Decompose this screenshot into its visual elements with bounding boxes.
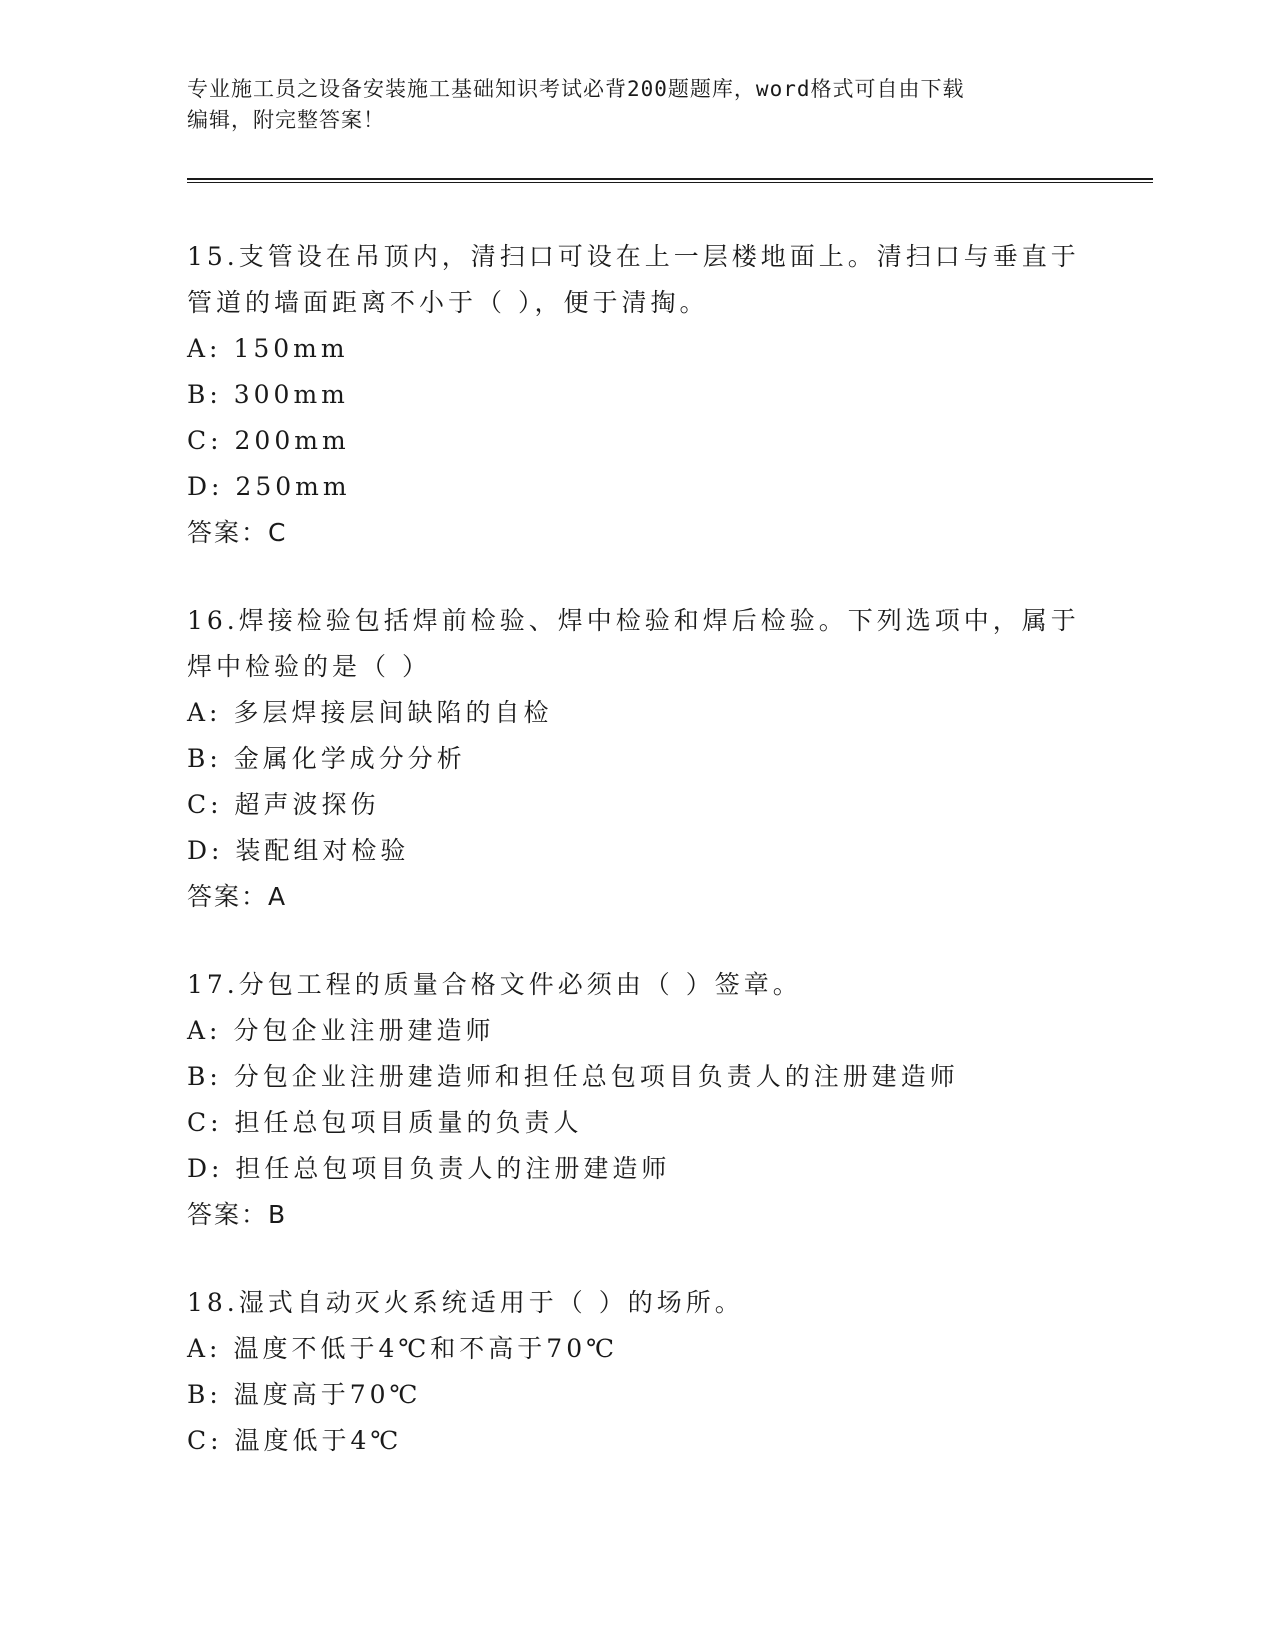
- option-value: 分包企业注册建造师: [233, 1016, 495, 1045]
- option-a: [187, 1326, 1087, 1372]
- option-value: 300mm: [233, 380, 349, 409]
- option-key: D:: [187, 1154, 224, 1183]
- header-divider-thin: [187, 182, 1153, 183]
- option-b: [187, 1372, 1087, 1418]
- question-text: [187, 598, 1087, 690]
- question-text-line: 18.湿式自动灭火系统适用于（ ）的场所。: [187, 1288, 744, 1317]
- option-value: 温度高于70℃: [233, 1380, 422, 1409]
- option-value: 多层焊接层间缺陷的自检: [233, 698, 553, 727]
- option-key: B:: [187, 744, 222, 773]
- option-c: [187, 418, 1087, 464]
- option-a: [187, 326, 1087, 372]
- header-line-1: 专业施工员之设备安装施工基础知识考试必背200题题库，word格式可自由下载: [187, 77, 965, 101]
- option-c: [187, 1418, 1087, 1464]
- option-b: [187, 1054, 1087, 1100]
- option-key: A:: [187, 1334, 222, 1363]
- answer-line: 答案：B: [187, 1200, 288, 1229]
- header-divider-thick: [187, 178, 1153, 180]
- option-value: 150mm: [233, 334, 349, 363]
- question-list: [187, 234, 1087, 1506]
- answer-line: 答案：A: [187, 882, 288, 911]
- option-value: 担任总包项目质量的负责人: [234, 1108, 583, 1137]
- option-key: B:: [187, 1062, 222, 1091]
- option-c: [187, 782, 1087, 828]
- option-key: B:: [187, 1380, 222, 1409]
- option-d: [187, 828, 1087, 874]
- question-text-line: 16.焊接检验包括焊前检验、焊中检验和焊后检验。下列选项中，属于: [187, 606, 1080, 635]
- option-value: 担任总包项目负责人的注册建造师: [235, 1154, 671, 1183]
- option-key: A:: [187, 1016, 222, 1045]
- option-a: [187, 1008, 1087, 1054]
- option-d: [187, 464, 1087, 510]
- question-17: [187, 962, 1087, 1238]
- option-value: 温度低于4℃: [234, 1426, 403, 1455]
- option-b: [187, 736, 1087, 782]
- option-key: C:: [187, 790, 223, 819]
- option-c: [187, 1100, 1087, 1146]
- option-key: A:: [187, 698, 222, 727]
- option-value: 250mm: [235, 472, 351, 501]
- option-a: [187, 690, 1087, 736]
- option-value: 分包企业注册建造师和担任总包项目负责人的注册建造师: [233, 1062, 959, 1091]
- option-value: 金属化学成分分析: [233, 744, 466, 773]
- question-16: [187, 598, 1087, 920]
- option-value: 装配组对检验: [235, 836, 410, 865]
- option-key: C:: [187, 426, 223, 455]
- option-key: C:: [187, 1108, 223, 1137]
- document-header: [187, 74, 1087, 136]
- question-15: [187, 234, 1087, 556]
- question-text-line: 管道的墙面距离不小于（ ），便于清掏。: [187, 288, 709, 317]
- header-line-2: 编辑，附完整答案！: [187, 108, 385, 132]
- option-value: 温度不低于4℃和不高于70℃: [233, 1334, 619, 1363]
- option-value: 200mm: [234, 426, 350, 455]
- option-key: D:: [187, 836, 224, 865]
- option-value: 超声波探伤: [234, 790, 380, 819]
- question-text: [187, 234, 1087, 326]
- option-b: [187, 372, 1087, 418]
- option-d: [187, 1146, 1087, 1192]
- question-text: [187, 962, 1087, 1008]
- question-text-line: 焊中检验的是（ ）: [187, 652, 431, 681]
- option-key: B:: [187, 380, 222, 409]
- answer-line: 答案：C: [187, 518, 288, 547]
- option-key: A:: [187, 334, 222, 363]
- option-key: C:: [187, 1426, 223, 1455]
- question-18: [187, 1280, 1087, 1464]
- option-key: D:: [187, 472, 224, 501]
- question-text-line: 17.分包工程的质量合格文件必须由（ ）签章。: [187, 970, 802, 999]
- question-text-line: 15.支管设在吊顶内，清扫口可设在上一层楼地面上。清扫口与垂直于: [187, 242, 1080, 271]
- question-text: [187, 1280, 1087, 1326]
